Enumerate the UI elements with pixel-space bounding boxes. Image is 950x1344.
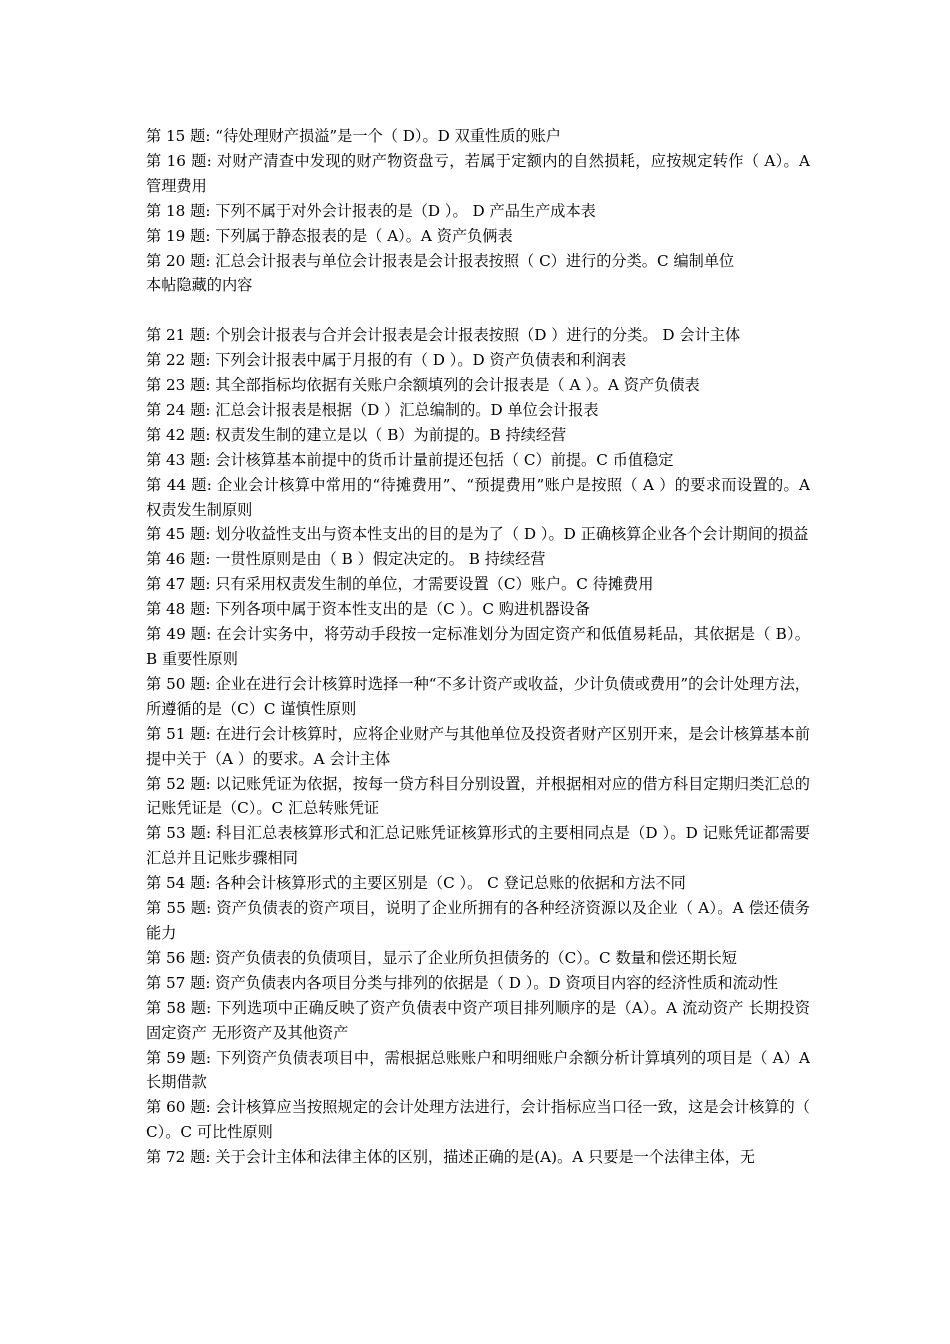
question-21: 第 21 题: 个别会计报表与合并会计报表是会计报表按照（D ）进行的分类。 D 会计主体 xyxy=(146,326,741,345)
question-58: 第 58 题: 下列选项中正确反映了资产负债表中资产项目排列顺序的是（A）。A 流动资产 长期投资 固定资产 无形资产及其他资产 xyxy=(146,998,810,1042)
question-16: 第 16 题: 对财产清查中发现的财产物资盘亏，若属于定额内的自然损耗，应按规定转作（ A）。A 管理费用 xyxy=(146,151,810,195)
question-45: 第 45 题: 划分收益性支出与资本性支出的目的是为了（ D ）。D 正确核算企业各个会计期间的损益 xyxy=(146,525,809,544)
question-44: 第 44 题: 企业会计核算中常用的“待摊费用”、“预提费用”账户是按照（ A ）的要求而设置的。A 权责发生制原则 xyxy=(146,475,810,519)
question-22: 第 22 题: 下列会计报表中属于月报的有（ D ）。D 资产负债表和利润表 xyxy=(146,351,627,370)
question-42: 第 42 题: 权责发生制的建立是以（ B）为前提的。B 持续经营 xyxy=(146,425,567,444)
question-57: 第 57 题: 资产负债表内各项目分类与排列的依据是（ D ）。D 资项目内容的经济性质和流动性 xyxy=(146,973,779,992)
question-53: 第 53 题: 科目汇总表核算形式和汇总记账凭证核算形式的主要相同点是（D ）。D 记账凭证都需要汇总并且记账步骤相同 xyxy=(146,824,810,868)
question-60: 第 60 题: 会计核算应当按照规定的会计处理方法进行，会计指标应当口径一致，这是会计核算的（ C）。C 可比性原则 xyxy=(146,1098,810,1142)
question-47: 第 47 题: 只有采用权责发生制的单位，才需要设置（C）账户。C 待摊费用 xyxy=(146,575,654,594)
question-51: 第 51 题: 在进行会计核算时，应将企业财产与其他单位及投资者财产区别开来，是会计核算基本前提中关于（A ）的要求。A 会计主体 xyxy=(146,724,810,768)
question-23: 第 23 题: 其全部指标均依据有关账户余额填列的会计报表是（ A ）。A 资产负债表 xyxy=(146,376,700,395)
blank-line xyxy=(146,298,810,323)
question-24: 第 24 题: 汇总会计报表是根据（D ）汇总编制的。D 单位会计报表 xyxy=(146,400,599,419)
question-56: 第 56 题: 资产负债表的负债项目，显示了企业所负担债务的（C）。C 数量和偿还期长短 xyxy=(146,948,737,967)
question-19: 第 19 题: 下列属于静态报表的是（ A）。A 资产负俩表 xyxy=(146,226,513,245)
document-body xyxy=(146,124,810,1170)
question-54: 第 54 题: 各种会计核算形式的主要区别是（C ）。 C 登记总账的依据和方法不同 xyxy=(146,874,686,893)
hidden-content-note: 本帖隐藏的内容 xyxy=(146,276,253,295)
question-55: 第 55 题: 资产负债表的资产项目，说明了企业所拥有的各种经济资源以及企业（ A）。A 偿还债务能力 xyxy=(146,899,810,942)
question-52: 第 52 题: 以记账凭证为依据，按每一贷方科目分别设置，并根据相对应的借方科目定期归类汇总的记账凭证是（C）。C 汇总转账凭证 xyxy=(146,774,810,818)
question-43: 第 43 题: 会计核算基本前提中的货币计量前提还包括（ C）前提。C 币值稳定 xyxy=(146,450,674,469)
question-59: 第 59 题: 下列资产负债表项目中，需根据总账账户和明细账户余额分析计算填列的项目是（ A）A 长期借款 xyxy=(146,1048,810,1092)
question-15: 第 15 题: “待处理财产损溢”是一个（ D）。D 双重性质的账户 xyxy=(146,127,561,145)
question-72: 第 72 题: 关于会计主体和法律主体的区别，描述正确的是(A)。A 只要是一个法律主体，无 xyxy=(146,1148,756,1167)
question-49: 第 49 题: 在会计实务中，将劳动手段按一定标准划分为固定资产和低值易耗品，其依据是（ B）。B 重要性原则 xyxy=(146,625,810,669)
question-50: 第 50 题: 企业在进行会计核算时选择一种“不多计资产或收益，少计负债或费用”的会计处理方法，所遵循的是（C）C 谨慎性原则 xyxy=(146,674,810,718)
question-46: 第 46 题: 一贯性原则是由（ B ）假定决定的。 B 持续经营 xyxy=(146,550,546,569)
question-48: 第 48 题: 下列各项中属于资本性支出的是（C ）。C 购进机器设备 xyxy=(146,600,590,619)
question-20: 第 20 题: 汇总会计报表与单位会计报表是会计报表按照（ C）进行的分类。C 编制单位 xyxy=(146,251,735,270)
question-18: 第 18 题: 下列不属于对外会计报表的是（D ）。 D 产品生产成本表 xyxy=(146,201,596,220)
